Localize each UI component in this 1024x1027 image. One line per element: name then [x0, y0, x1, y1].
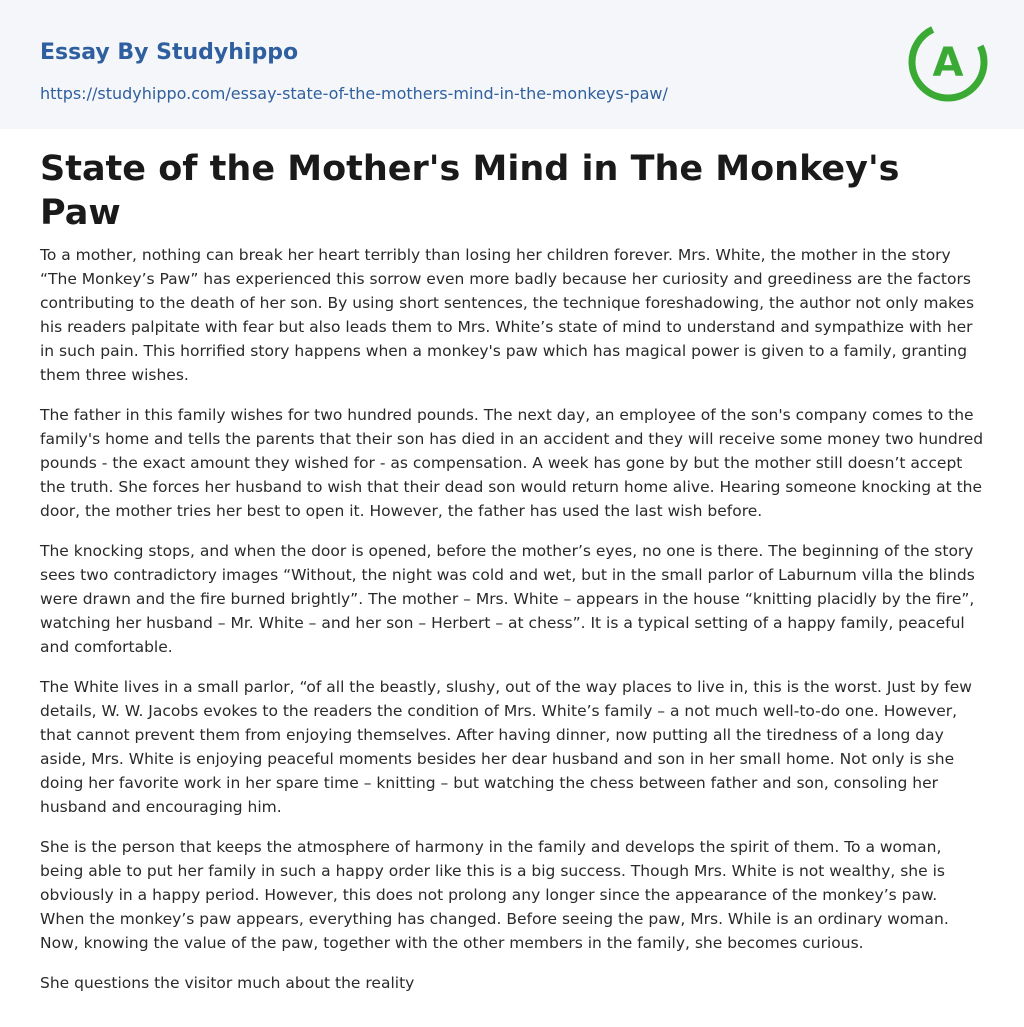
article-paragraph: She questions the visitor much about the reality	[40, 974, 415, 992]
essay-url-link[interactable]: https://studyhippo.com/essay-state-of-the-mothers-mind-in-the-monkeys-paw/	[40, 84, 668, 103]
article-paragraph: The knocking stops, and when the door is opened, before the mother’s eyes, no one is there. The beginning of the story sees two contradictory images “Without, the night was cold and wet, but in the small parlor of Laburnum villa the blinds were drawn and the fire burned brightly”. The mother – Mrs. White – appears in the house “knitting placidly by the fire”, watching her husband – Mr. White – and her son – Herbert – at chess”. It is a typical setting of a happy family, peaceful and comfortable.	[40, 542, 975, 656]
studyhippo-logo-icon[interactable]	[908, 18, 988, 106]
article-paragraph: She is the person that keeps the atmosphere of harmony in the family and develops the spirit of them. To a woman, being able to put her family in such a happy order like this is a big success. Though Mrs. White is not wealthy, she is obviously in a happy period. However, this does not prolong any longer since the appearance of the monkey’s paw. When the monkey’s paw appears, everything has changed. Before seeing the paw, Mrs. While is an ordinary woman. Now, knowing the value of the paw, together with the other members in the family, she becomes curious.	[40, 838, 949, 952]
article-paragraph: The father in this family wishes for two hundred pounds. The next day, an employee of the son's company comes to the family's home and tells the parents that their son has died in an accident and they will receive some money two hundred pounds - the exact amount they wished for - as compensation. A week has gone by but the mother still doesn’t accept the truth. She forces her husband to wish that their dead son would return home alive. Hearing someone knocking at the door, the mother tries her best to open it. However, the father has used the last wish before.	[40, 406, 984, 520]
article-body	[0, 147, 1024, 995]
site-header	[0, 0, 1024, 129]
article-title: State of the Mother's Mind in The Monkey's Paw	[40, 149, 900, 233]
site-brand[interactable]: Essay By Studyhippo	[40, 40, 299, 65]
article-paragraph: To a mother, nothing can break her heart terribly than losing her children forever. Mrs. White, the mother in the story “The Monkey’s Paw” has experienced this sorrow even more badly because her curiosity and greediness are the factors contributing to the death of her son. By using short sentences, the technique foreshadowing, the author not only makes his readers palpitate with fear but also leads them to Mrs. White’s state of mind to understand and sympathize with her in such pain. This horrified story happens when a monkey's paw which has magical power is given to a family, granting them three wishes.	[40, 246, 975, 384]
article-paragraph: The White lives in a small parlor, “of all the beastly, slushy, out of the way places to live in, this is the worst. Just by few details, W. W. Jacobs evokes to the readers the condition of Mrs. White’s family – a not much well-to-do one. However, that cannot prevent them from enjoying themselves. After having dinner, now putting all the tiredness of a long day aside, Mrs. White is enjoying peaceful moments besides her dear husband and son in her small home. Not only is she doing her favorite work in her spare time – knitting – but watching the chess between father and son, consoling her husband and encouraging him.	[40, 678, 972, 816]
logo-letter: A	[932, 40, 964, 86]
